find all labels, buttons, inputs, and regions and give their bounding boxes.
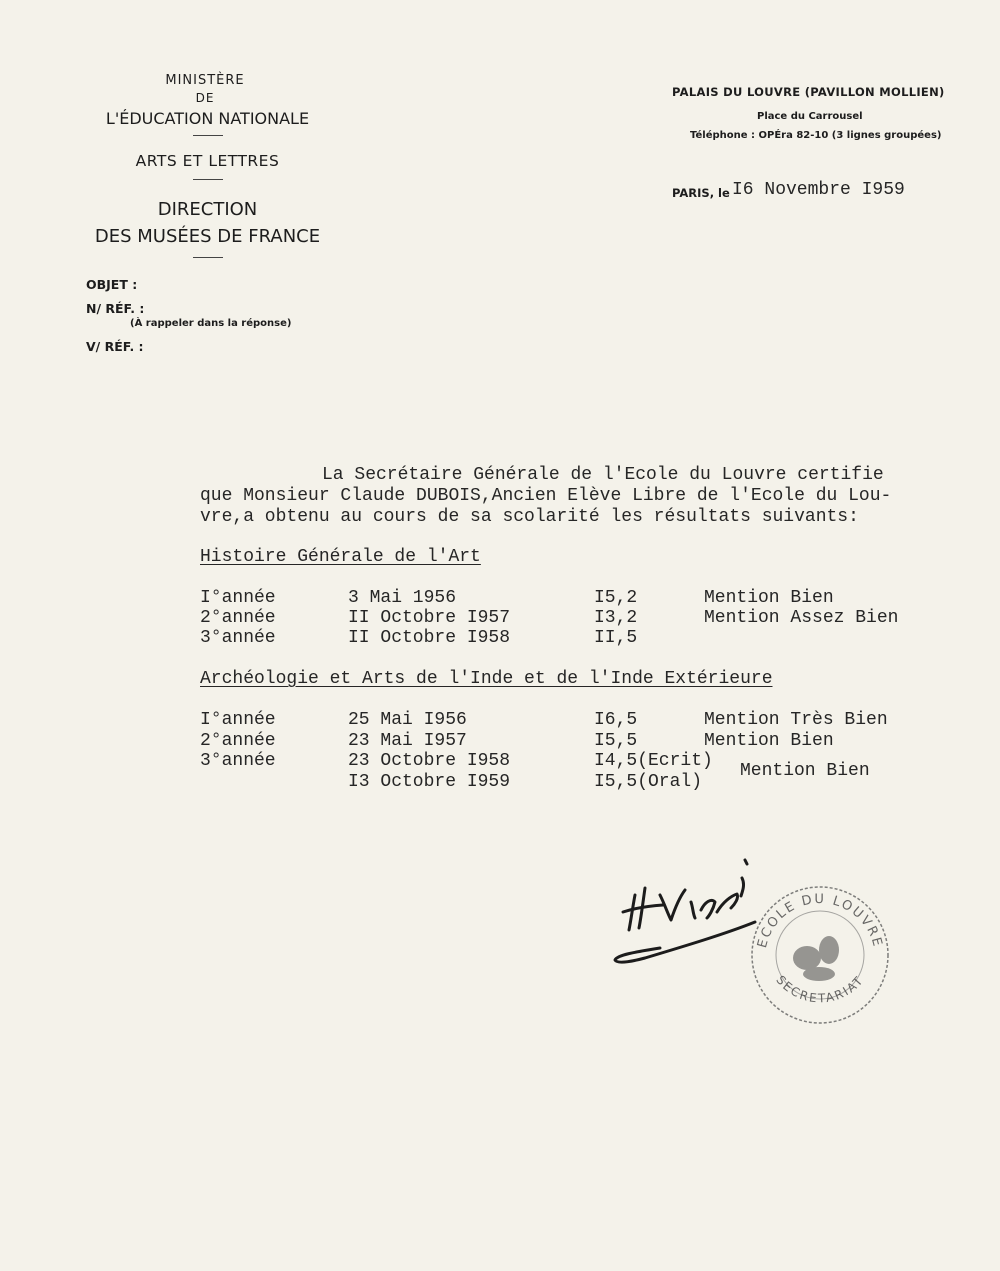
grade-cell: I3,2: [594, 608, 638, 628]
year-cell: 2°année: [200, 731, 276, 751]
grade-cell: II,5: [594, 628, 638, 648]
section-title: Archéologie et Arts de l'Inde et de l'Inde Extérieure: [200, 669, 773, 689]
ministry-line3: L'ÉDUCATION NATIONALE: [105, 109, 310, 128]
grade-cell: I5,5(Oral): [594, 772, 703, 792]
divider: [193, 135, 223, 136]
mention-cell: Mention Bien: [740, 761, 870, 781]
address-line1: PALAIS DU LOUVRE (PAVILLON MOLLIEN): [672, 85, 945, 99]
date-cell: II Octobre I957: [348, 608, 511, 628]
date-cell: I3 Octobre I959: [348, 772, 511, 792]
year-cell: 3°année: [200, 628, 276, 648]
direction-line1: DIRECTION: [157, 199, 258, 220]
grade-cell: I5,5: [594, 731, 638, 751]
mention-cell: Mention Bien: [704, 588, 834, 608]
year-cell: 2°année: [200, 608, 276, 628]
date-cell: II Octobre I958: [348, 628, 511, 648]
direction-line2: DES MUSÉES DE FRANCE: [94, 226, 321, 247]
body-line2: que Monsieur Claude DUBOIS,Ancien Elève Libre de l'Ecole du Lou-: [200, 486, 892, 506]
date-cell: 3 Mai 1956: [348, 588, 457, 608]
ministry-line2: DE: [195, 91, 215, 105]
year-cell: I°année: [200, 710, 276, 730]
n-ref-label: N/ RÉF. :: [86, 301, 145, 316]
svg-text:ECOLE DU LOUVRE: ECOLE DU LOUVRE: [754, 892, 886, 950]
ministry-line1: MINISTÈRE: [165, 73, 245, 88]
objet-label: OBJET :: [86, 277, 138, 292]
grade-cell: I5,2: [594, 588, 638, 608]
mention-cell: Mention Bien: [704, 731, 834, 751]
letter-date: I6 Novembre I959: [732, 180, 905, 200]
department-label: ARTS ET LETTRES: [135, 152, 280, 170]
rappeler-note: (À rappeler dans la réponse): [130, 318, 292, 329]
address-line2: Place du Carrousel: [757, 111, 863, 122]
v-ref-label: V/ RÉF. :: [86, 339, 144, 354]
mention-cell: Mention Assez Bien: [704, 608, 899, 628]
mention-cell: Mention Très Bien: [704, 710, 888, 730]
svg-text:SECRETARIAT: SECRETARIAT: [773, 972, 867, 1006]
date-cell: 25 Mai I956: [348, 710, 467, 730]
address-line3: Téléphone : OPÉra 82-10 (3 lignes groupées): [690, 130, 942, 141]
section-title: Histoire Générale de l'Art: [200, 547, 481, 567]
year-cell: I°année: [200, 588, 276, 608]
divider: [193, 179, 223, 180]
year-cell: 3°année: [200, 751, 276, 771]
date-prefix: PARIS, le: [672, 186, 730, 200]
body-line3: vre,a obtenu au cours de sa scolarité les résultats suivants:: [200, 507, 859, 527]
grade-cell: I6,5: [594, 710, 638, 730]
divider: [193, 257, 223, 258]
grade-cell: I4,5(Ecrit): [594, 751, 713, 771]
date-cell: 23 Octobre I958: [348, 751, 511, 771]
stamp: [745, 880, 895, 1030]
date-cell: 23 Mai I957: [348, 731, 467, 751]
body-line1: La Secrétaire Générale de l'Ecole du Louvre certifie: [322, 465, 884, 485]
